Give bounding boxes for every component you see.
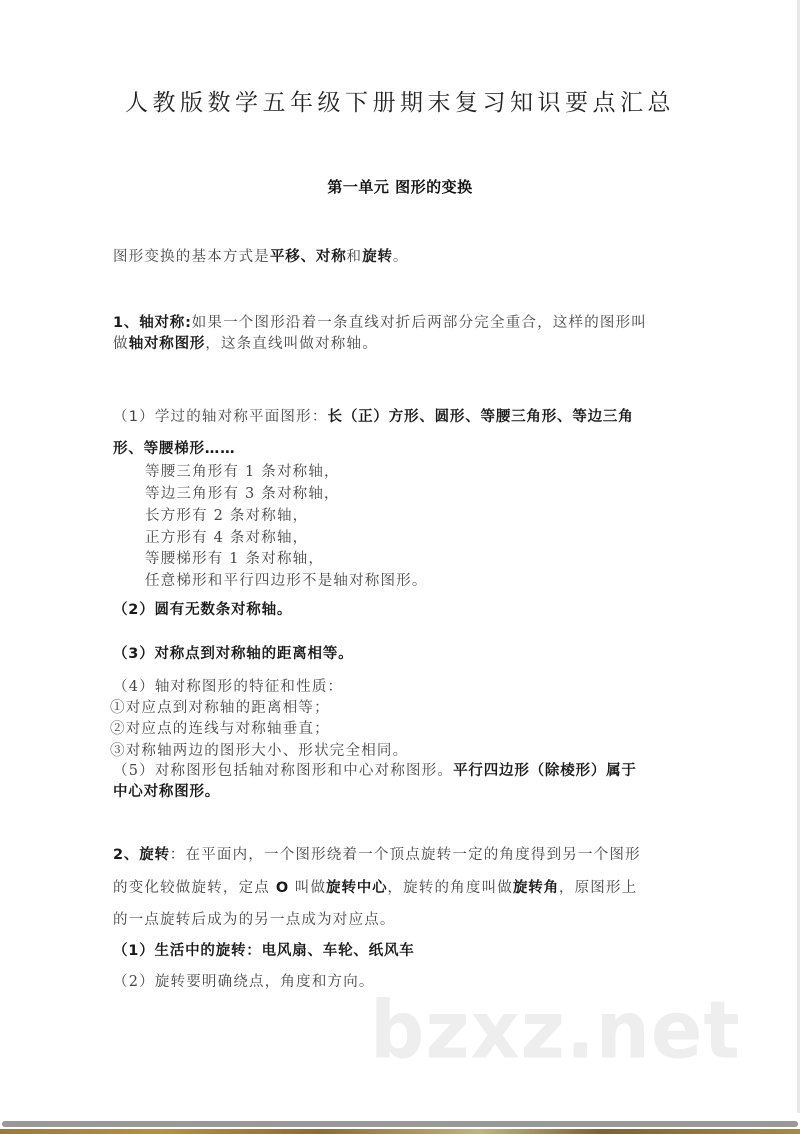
- item4-point: ②对应点的连线与对称轴垂直；: [110, 721, 330, 737]
- section1-line1: 1、轴对称:如果一个图形沿着一条直线对折后两部分完全重合，这样的图形叫: [113, 315, 648, 331]
- axis-count-line: 长方形有 2 条对称轴，: [145, 508, 309, 524]
- axis-count-line: 任意梯形和平行四边形不是轴对称图形。: [145, 573, 428, 589]
- axis-count-line: 等腰梯形有 1 条对称轴，: [145, 551, 325, 567]
- rotation-item1: （1）生活中的旋转：电风扇、车轮、纸风车: [113, 943, 415, 959]
- section2-heading: 2、旋转: [113, 847, 170, 863]
- item5-line2: 中心对称图形。: [113, 784, 221, 800]
- axis-count-line: 正方形有 4 条对称轴，: [145, 530, 309, 546]
- unit-title: 第一单元 图形的变换: [327, 178, 473, 196]
- item4-heading: （4）轴对称图形的特征和性质：: [113, 679, 344, 695]
- section2-line2: 的变化较做旋转，定点 O 叫做旋转中心，旋转的角度叫做旋转角，原图形上: [113, 880, 638, 896]
- horizontal-scrollbar[interactable]: [2, 1121, 798, 1127]
- axis-count-line: 等腰三角形有 1 条对称轴，: [145, 464, 340, 480]
- background-strip: [0, 1129, 800, 1134]
- document-title: 人教版数学五年级下册期末复习知识要点汇总: [125, 90, 675, 116]
- item4-point: ③对称轴两边的图形大小、形状完全相同。: [110, 743, 409, 759]
- item3: （3）对称点到对称轴的距离相等。: [113, 646, 354, 662]
- item4-point: ①对应点到对称轴的距离相等；: [110, 700, 330, 716]
- section2-line3: 的一点旋转后成为的另一点成为对应点。: [113, 912, 396, 928]
- section1-line2: 做轴对称图形，这条直线叫做对称轴。: [113, 336, 378, 352]
- item1-line1: （1）学过的轴对称平面图形：长（正）方形、圆形、等腰三角形、等边三角: [113, 409, 634, 425]
- axis-count-line: 等边三角形有 3 条对称轴，: [145, 486, 340, 502]
- item2: （2）圆有无数条对称轴。: [113, 602, 293, 618]
- watermark: bzxz.net: [370, 982, 741, 1077]
- section1-heading: 1、轴对称: [113, 315, 186, 331]
- section2-line1: 2、旋转：在平面内，一个图形绕着一个顶点旋转一定的角度得到另一个图形: [113, 847, 641, 863]
- intro-paragraph: 图形变换的基本方式是平移、对称和旋转。: [113, 249, 409, 265]
- item5-line1: （5）对称图形包括轴对称图形和中心对称图形。平行四边形（除棱形）属于: [113, 763, 637, 779]
- item1-line2: 形、等腰梯形……: [113, 441, 236, 457]
- rotation-item2: （2）旋转要明确绕点，角度和方向。: [113, 974, 375, 990]
